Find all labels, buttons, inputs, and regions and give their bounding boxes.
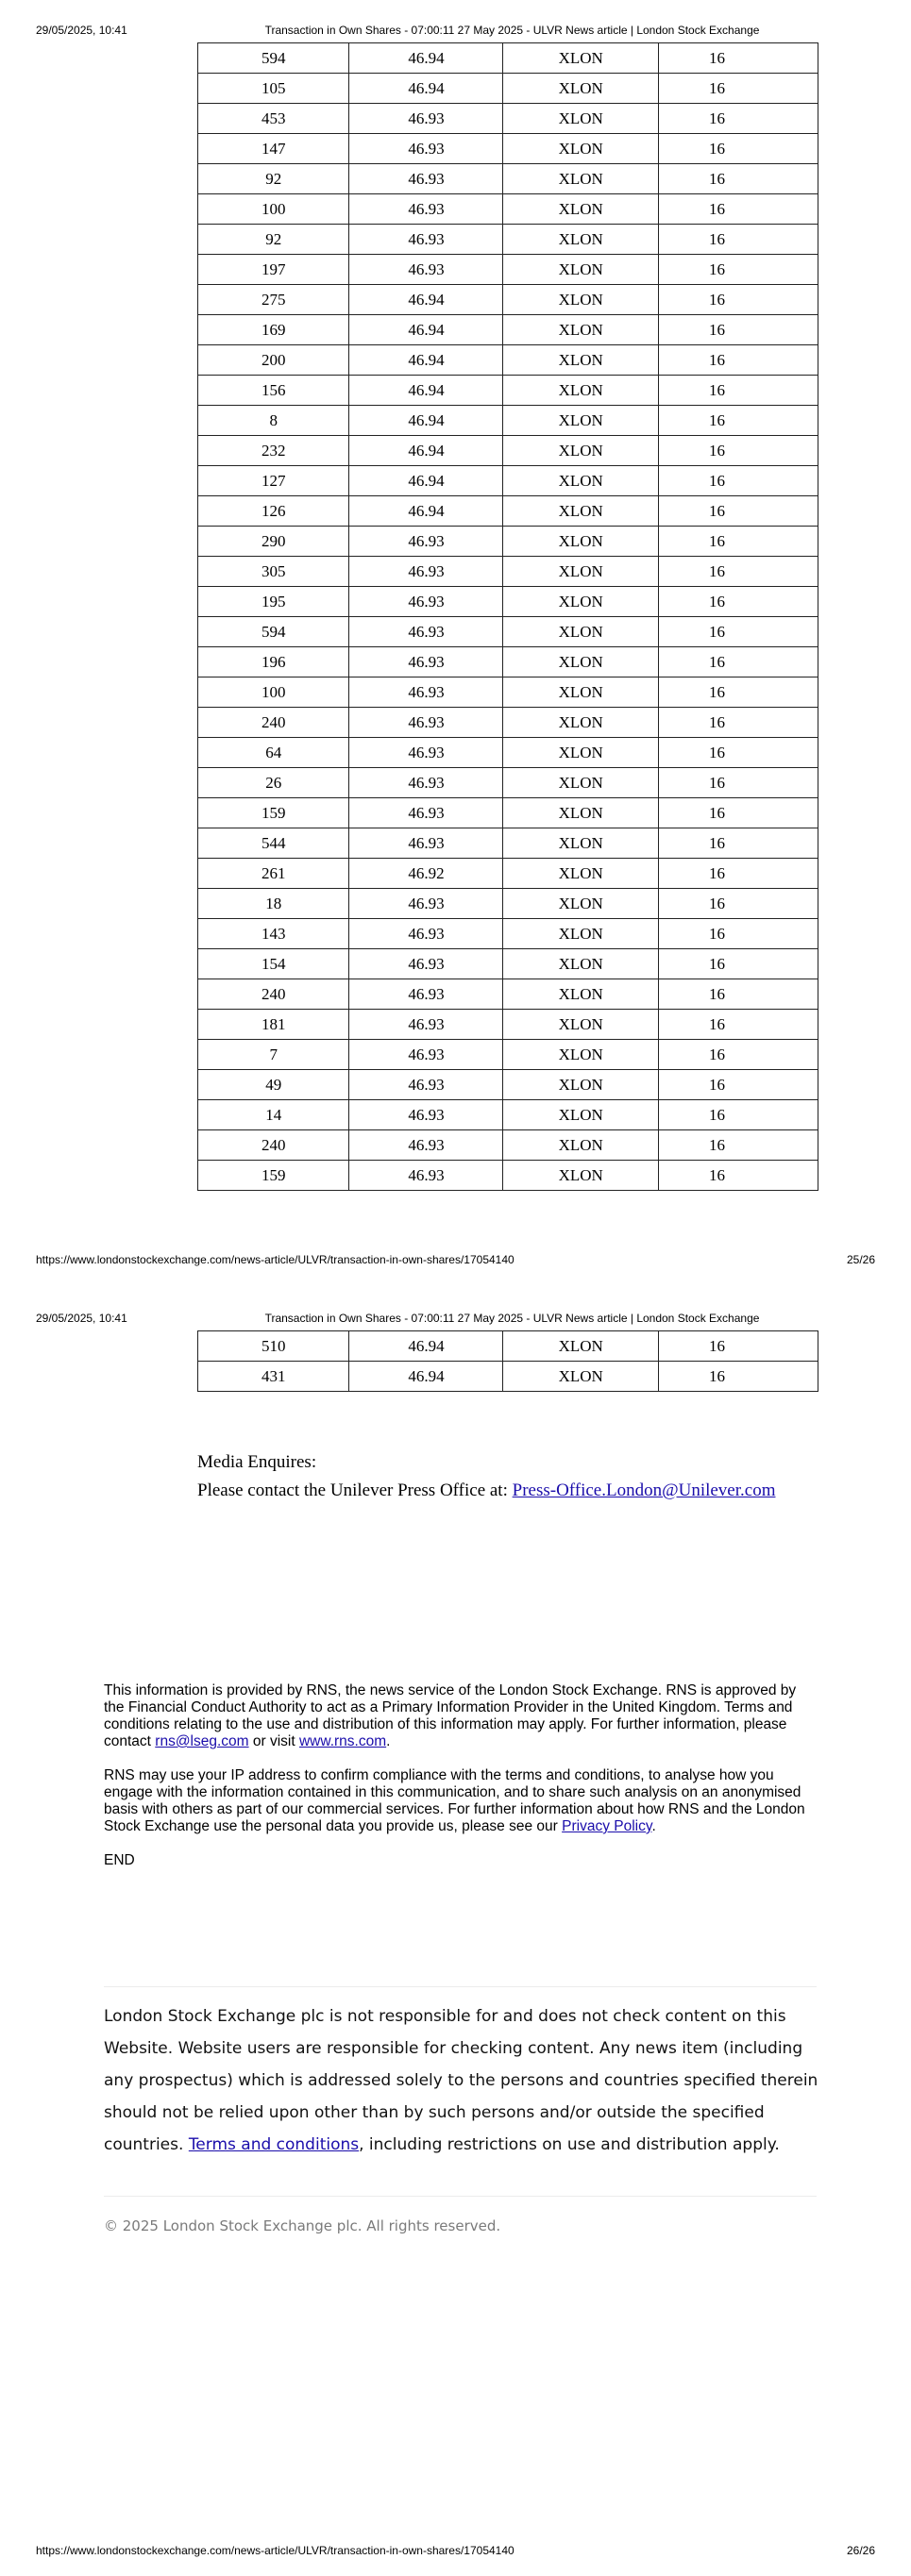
table-row xyxy=(198,496,818,527)
table-row xyxy=(198,889,818,919)
venue-cell: XLON xyxy=(503,617,659,647)
time-cell: 16 xyxy=(659,164,818,194)
venue-cell: XLON xyxy=(503,828,659,859)
table-row xyxy=(198,285,818,315)
print-date: 29/05/2025, 10:41 xyxy=(36,1312,127,1325)
table-row xyxy=(198,828,818,859)
volume-cell: 64 xyxy=(198,738,349,768)
venue-cell: XLON xyxy=(503,677,659,708)
rns-email-link[interactable]: rns@lseg.com xyxy=(155,1733,249,1749)
time-cell: 16 xyxy=(659,919,818,949)
time-cell: 16 xyxy=(659,255,818,285)
venue-cell: XLON xyxy=(503,587,659,617)
price-cell: 46.93 xyxy=(349,617,503,647)
venue-cell: XLON xyxy=(503,647,659,677)
table-row xyxy=(198,949,818,979)
time-cell: 16 xyxy=(659,557,818,587)
venue-cell: XLON xyxy=(503,345,659,376)
time-cell: 16 xyxy=(659,436,818,466)
venue-cell: XLON xyxy=(503,1331,659,1362)
volume-cell: 18 xyxy=(198,889,349,919)
time-cell: 16 xyxy=(659,466,818,496)
venue-cell: XLON xyxy=(503,1010,659,1040)
table-row xyxy=(198,225,818,255)
table-row xyxy=(198,798,818,828)
time-cell: 16 xyxy=(659,1331,818,1362)
price-cell: 46.93 xyxy=(349,1130,503,1161)
volume-cell: 159 xyxy=(198,1161,349,1191)
price-cell: 46.93 xyxy=(349,828,503,859)
price-cell: 46.93 xyxy=(349,647,503,677)
table-row xyxy=(198,708,818,738)
time-cell: 16 xyxy=(659,647,818,677)
price-cell: 46.94 xyxy=(349,1362,503,1392)
price-cell: 46.92 xyxy=(349,859,503,889)
price-cell: 46.93 xyxy=(349,104,503,134)
privacy-policy-link[interactable]: Privacy Policy xyxy=(562,1818,652,1834)
venue-cell: XLON xyxy=(503,436,659,466)
price-cell: 46.94 xyxy=(349,376,503,406)
venue-cell: XLON xyxy=(503,1070,659,1100)
table-row xyxy=(198,677,818,708)
footer-url-link[interactable]: https://www.londonstockexchange.com/news-article/ULVR/transaction-in-own-shares/17054140 xyxy=(36,1253,515,1266)
volume-cell: 261 xyxy=(198,859,349,889)
venue-cell: XLON xyxy=(503,979,659,1010)
table-row xyxy=(198,43,818,74)
trades-table-body xyxy=(198,43,818,1191)
table-row xyxy=(198,255,818,285)
rns-text: . xyxy=(386,1733,391,1749)
price-cell: 46.94 xyxy=(349,436,503,466)
venue-cell: XLON xyxy=(503,406,659,436)
table-row xyxy=(198,104,818,134)
price-cell: 46.93 xyxy=(349,1161,503,1191)
table-row xyxy=(198,738,818,768)
time-cell: 16 xyxy=(659,134,818,164)
volume-cell: 544 xyxy=(198,828,349,859)
page-number: 25/26 xyxy=(846,1253,875,1266)
venue-cell: XLON xyxy=(503,496,659,527)
venue-cell: XLON xyxy=(503,1362,659,1392)
table-row xyxy=(198,768,818,798)
disclaimer-text: , including restrictions on use and distribution apply. xyxy=(359,2135,780,2154)
trades-table xyxy=(197,42,818,1191)
venue-cell: XLON xyxy=(503,74,659,104)
table-row xyxy=(198,1161,818,1191)
price-cell: 46.93 xyxy=(349,1070,503,1100)
price-cell: 46.93 xyxy=(349,708,503,738)
trades-table xyxy=(197,1330,818,1392)
venue-cell: XLON xyxy=(503,798,659,828)
volume-cell: 92 xyxy=(198,225,349,255)
table-row xyxy=(198,1362,818,1392)
volume-cell: 8 xyxy=(198,406,349,436)
venue-cell: XLON xyxy=(503,255,659,285)
price-cell: 46.93 xyxy=(349,587,503,617)
price-cell: 46.93 xyxy=(349,798,503,828)
volume-cell: 7 xyxy=(198,1040,349,1070)
venue-cell: XLON xyxy=(503,1100,659,1130)
price-cell: 46.94 xyxy=(349,406,503,436)
price-cell: 46.93 xyxy=(349,677,503,708)
price-cell: 46.94 xyxy=(349,74,503,104)
volume-cell: 92 xyxy=(198,164,349,194)
venue-cell: XLON xyxy=(503,466,659,496)
table-row xyxy=(198,436,818,466)
table-row xyxy=(198,1100,818,1130)
venue-cell: XLON xyxy=(503,1130,659,1161)
time-cell: 16 xyxy=(659,979,818,1010)
rns-text: . xyxy=(651,1818,656,1834)
volume-cell: 290 xyxy=(198,527,349,557)
venue-cell: XLON xyxy=(503,1161,659,1191)
table-row xyxy=(198,1070,818,1100)
volume-cell: 14 xyxy=(198,1100,349,1130)
time-cell: 16 xyxy=(659,285,818,315)
table-row xyxy=(198,194,818,225)
media-contact-text: Please contact the Unilever Press Office at: xyxy=(197,1480,513,1500)
price-cell: 46.93 xyxy=(349,225,503,255)
venue-cell: XLON xyxy=(503,889,659,919)
press-office-email-link[interactable]: Press-Office.London@Unilever.com xyxy=(512,1480,776,1500)
time-cell: 16 xyxy=(659,889,818,919)
time-cell: 16 xyxy=(659,949,818,979)
price-cell: 46.93 xyxy=(349,1010,503,1040)
volume-cell: 240 xyxy=(198,1130,349,1161)
time-cell: 16 xyxy=(659,315,818,345)
table-row xyxy=(198,466,818,496)
time-cell: 16 xyxy=(659,104,818,134)
rns-text: or visit xyxy=(248,1733,299,1749)
table-row xyxy=(198,979,818,1010)
table-row xyxy=(198,617,818,647)
divider xyxy=(104,1986,817,1987)
volume-cell: 453 xyxy=(198,104,349,134)
table-row xyxy=(198,1040,818,1070)
table-row xyxy=(198,859,818,889)
trades-table-body xyxy=(198,1331,818,1392)
print-date: 29/05/2025, 10:41 xyxy=(36,24,127,37)
time-cell: 16 xyxy=(659,1070,818,1100)
venue-cell: XLON xyxy=(503,949,659,979)
volume-cell: 26 xyxy=(198,768,349,798)
rns-end: END xyxy=(104,1852,135,1868)
print-title: Transaction in Own Shares - 07:00:11 27 May 2025 - ULVR News article | London Stock Exchange xyxy=(264,1312,760,1325)
media-enquiries xyxy=(197,1448,775,1505)
volume-cell: 100 xyxy=(198,194,349,225)
time-cell: 16 xyxy=(659,1161,818,1191)
venue-cell: XLON xyxy=(503,225,659,255)
venue-cell: XLON xyxy=(503,859,659,889)
rns-text: This information is provided by RNS, the news service of the London Stock Exchange. RNS is approved by the Financial Conduct Authority to act as a Primary Information Provider in the United Kingdom. Terms and conditions relating to the use and distribution of this information may apply. For further information, please contact xyxy=(104,1682,797,1749)
time-cell: 16 xyxy=(659,859,818,889)
time-cell: 16 xyxy=(659,74,818,104)
venue-cell: XLON xyxy=(503,194,659,225)
volume-cell: 197 xyxy=(198,255,349,285)
time-cell: 16 xyxy=(659,828,818,859)
venue-cell: XLON xyxy=(503,527,659,557)
table-row xyxy=(198,1331,818,1362)
price-cell: 46.93 xyxy=(349,738,503,768)
time-cell: 16 xyxy=(659,708,818,738)
volume-cell: 100 xyxy=(198,677,349,708)
volume-cell: 126 xyxy=(198,496,349,527)
venue-cell: XLON xyxy=(503,315,659,345)
table-row xyxy=(198,587,818,617)
time-cell: 16 xyxy=(659,738,818,768)
price-cell: 46.93 xyxy=(349,979,503,1010)
page-number: 26/26 xyxy=(846,2544,875,2557)
time-cell: 16 xyxy=(659,225,818,255)
table-row xyxy=(198,406,818,436)
time-cell: 16 xyxy=(659,376,818,406)
venue-cell: XLON xyxy=(503,738,659,768)
volume-cell: 169 xyxy=(198,315,349,345)
price-cell: 46.94 xyxy=(349,496,503,527)
venue-cell: XLON xyxy=(503,919,659,949)
trades-table-container xyxy=(197,1330,818,1392)
volume-cell: 431 xyxy=(198,1362,349,1392)
price-cell: 46.93 xyxy=(349,164,503,194)
venue-cell: XLON xyxy=(503,134,659,164)
price-cell: 46.94 xyxy=(349,43,503,74)
time-cell: 16 xyxy=(659,1040,818,1070)
price-cell: 46.93 xyxy=(349,255,503,285)
volume-cell: 154 xyxy=(198,949,349,979)
price-cell: 46.93 xyxy=(349,557,503,587)
rns-text: RNS may use your IP address to confirm compliance with the terms and conditions, to analyse how you engage with the information contained in this communication, and to share such analysis on an anonymised basis with others as part of our commercial services. For further information about how RNS and the London Stock Exchange use the personal data you provide us, please see our xyxy=(104,1767,805,1834)
table-row xyxy=(198,919,818,949)
volume-cell: 240 xyxy=(198,979,349,1010)
copyright: © 2025 London Stock Exchange plc. All rights reserved. xyxy=(104,2217,501,2234)
table-row xyxy=(198,164,818,194)
volume-cell: 127 xyxy=(198,466,349,496)
price-cell: 46.93 xyxy=(349,194,503,225)
volume-cell: 305 xyxy=(198,557,349,587)
print-title: Transaction in Own Shares - 07:00:11 27 May 2025 - ULVR News article | London Stock Exchange xyxy=(264,24,760,37)
price-cell: 46.94 xyxy=(349,315,503,345)
time-cell: 16 xyxy=(659,194,818,225)
price-cell: 46.93 xyxy=(349,134,503,164)
media-heading: Media Enquires: xyxy=(197,1452,317,1472)
footer-url-link[interactable]: https://www.londonstockexchange.com/news-article/ULVR/transaction-in-own-shares/17054140 xyxy=(36,2544,515,2557)
volume-cell: 240 xyxy=(198,708,349,738)
price-cell: 46.94 xyxy=(349,466,503,496)
time-cell: 16 xyxy=(659,1100,818,1130)
volume-cell: 49 xyxy=(198,1070,349,1100)
volume-cell: 159 xyxy=(198,798,349,828)
volume-cell: 196 xyxy=(198,647,349,677)
volume-cell: 181 xyxy=(198,1010,349,1040)
volume-cell: 105 xyxy=(198,74,349,104)
disclaimer-text: London Stock Exchange plc is not responsible for and does not check content on this Website. Website users are responsible for checking content. Any news item (including any prospectus) which is addressed solely to the persons and countries specified therein should not be relied upon other than by such persons and/or outside the specified countries. xyxy=(104,2007,818,2154)
venue-cell: XLON xyxy=(503,104,659,134)
price-cell: 46.93 xyxy=(349,919,503,949)
time-cell: 16 xyxy=(659,527,818,557)
trades-table-container xyxy=(197,42,818,1191)
price-cell: 46.93 xyxy=(349,889,503,919)
venue-cell: XLON xyxy=(503,376,659,406)
table-row xyxy=(198,345,818,376)
volume-cell: 275 xyxy=(198,285,349,315)
rns-website-link[interactable]: www.rns.com xyxy=(298,1733,387,1749)
table-row xyxy=(198,315,818,345)
volume-cell: 594 xyxy=(198,617,349,647)
volume-cell: 156 xyxy=(198,376,349,406)
price-cell: 46.93 xyxy=(349,1100,503,1130)
price-cell: 46.93 xyxy=(349,527,503,557)
time-cell: 16 xyxy=(659,345,818,376)
time-cell: 16 xyxy=(659,677,818,708)
volume-cell: 510 xyxy=(198,1331,349,1362)
table-row xyxy=(198,1130,818,1161)
media-contact xyxy=(197,1477,775,1505)
time-cell: 16 xyxy=(659,798,818,828)
time-cell: 16 xyxy=(659,1130,818,1161)
price-cell: 46.93 xyxy=(349,949,503,979)
table-row xyxy=(198,376,818,406)
volume-cell: 594 xyxy=(198,43,349,74)
rns-paragraph-1 xyxy=(104,1682,817,1750)
divider xyxy=(104,2196,817,2197)
lse-disclaimer xyxy=(104,2000,821,2161)
rns-notice xyxy=(104,1682,817,1886)
venue-cell: XLON xyxy=(503,285,659,315)
price-cell: 46.94 xyxy=(349,1331,503,1362)
volume-cell: 143 xyxy=(198,919,349,949)
volume-cell: 147 xyxy=(198,134,349,164)
table-row xyxy=(198,647,818,677)
time-cell: 16 xyxy=(659,496,818,527)
venue-cell: XLON xyxy=(503,768,659,798)
time-cell: 16 xyxy=(659,406,818,436)
price-cell: 46.93 xyxy=(349,768,503,798)
time-cell: 16 xyxy=(659,768,818,798)
time-cell: 16 xyxy=(659,617,818,647)
venue-cell: XLON xyxy=(503,708,659,738)
volume-cell: 232 xyxy=(198,436,349,466)
venue-cell: XLON xyxy=(503,1040,659,1070)
venue-cell: XLON xyxy=(503,557,659,587)
time-cell: 16 xyxy=(659,43,818,74)
table-row xyxy=(198,557,818,587)
volume-cell: 195 xyxy=(198,587,349,617)
terms-and-conditions-link[interactable]: Terms and conditions xyxy=(188,2135,360,2154)
volume-cell: 200 xyxy=(198,345,349,376)
price-cell: 46.93 xyxy=(349,1040,503,1070)
table-row xyxy=(198,134,818,164)
time-cell: 16 xyxy=(659,1362,818,1392)
table-row xyxy=(198,74,818,104)
time-cell: 16 xyxy=(659,587,818,617)
venue-cell: XLON xyxy=(503,164,659,194)
price-cell: 46.94 xyxy=(349,285,503,315)
price-cell: 46.94 xyxy=(349,345,503,376)
time-cell: 16 xyxy=(659,1010,818,1040)
table-row xyxy=(198,527,818,557)
rns-paragraph-2 xyxy=(104,1767,817,1835)
table-row xyxy=(198,1010,818,1040)
venue-cell: XLON xyxy=(503,43,659,74)
